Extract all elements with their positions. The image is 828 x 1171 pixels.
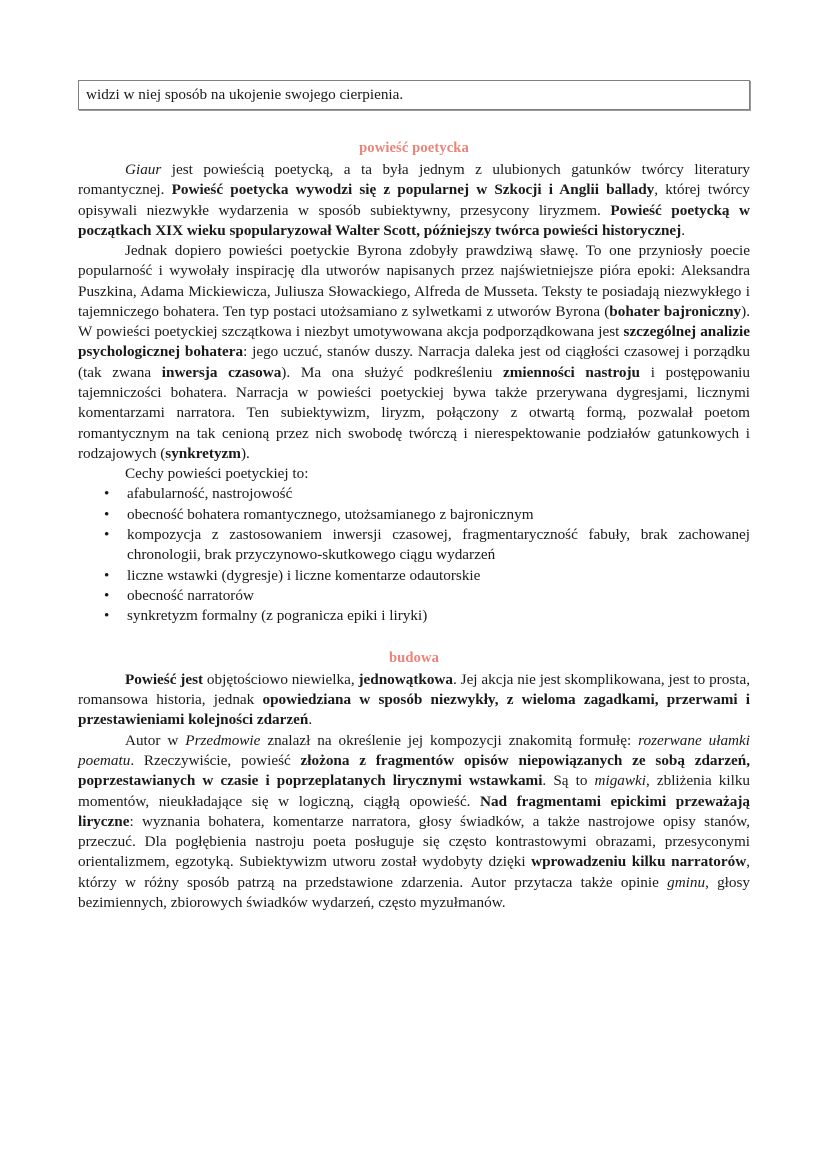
p2-seg3: ). W powieści poetyckiej szczątkowa i niezbyt umotywowana akcja podporządkowana jest [78,302,750,341]
list-item [78,566,750,586]
section-heading-budowa: budowa [388,650,440,667]
list-item-text: afabularność, nastrojowość [127,485,293,503]
p1-seg5-bold: Powieść poetycką w początkach XIX wieku spopularyzował Walter Scott, późniejszy twórca powieści historycznej [78,201,750,239]
p4-seg1-bold: Powieść jest [125,670,204,688]
p2-seg6-bold: inwersja czasowa [161,363,282,381]
p5-seg1: Autor w [125,731,186,749]
list-item-text: liczne wstawki (dygresje) i liczne komentarze odautorskie [127,566,481,584]
p2-seg4-bold: szczególnej analizie psychologicznej bohatera [78,323,750,361]
list-item [78,586,750,606]
document-content [78,80,750,913]
list-item-text: obecność bohatera romantycznego, utożsamianego z bajronicznym [127,505,534,523]
p4-seg5-bold: opowiedziana w sposób niezwykły, z wieloma zagadkami, przerwami i przestawieniami kolejności zdarzeń [78,691,750,729]
list-item-text: kompozycja z zastosowaniem inwersji czasowej, fragmentaryczność fabuły, brak zachowanej chronologii, brak przyczynowo-skutkowego ciągu wydarzeń [127,526,750,564]
p1-title-giaur: Giaur [125,160,162,178]
p2-seg7: ). Ma ona służyć podkreśleniu [281,363,504,381]
p2-seg8-bold: zmienności nastroju [503,363,641,381]
p5-seg13: , którzy w różny sposób patrzą na przedstawione zdarzenia. Autor przytacza także opinie [78,853,750,891]
bullet-icon: • [104,566,110,584]
bullet-icon: • [104,505,110,523]
p1-seg3-bold: Powieść poetycka wywodzi się z popularnej w Szkocji i Anglii ballady [171,181,655,199]
p5-seg10-bold: Nad fragmentami epickimi przeważają liryczne [78,792,750,830]
section-heading-powiesc-poetycka: powieść poetycka [359,140,469,157]
paragraph-5 [78,731,750,914]
p5-seg2-italic: Przedmowie [185,731,261,749]
bullet-icon: • [104,485,110,503]
p5-seg8-italic: migawki [594,772,646,790]
p5-seg11: : wyznania bohatera, komentarze narratora, głosy świadków, a także nastrojowe opisy stanów, przeczuć. Dla pogłębienia nastroju poeta posługuje się często kontrastowymi obrazami, przesyconymi orientalizmem, egzotyką. Subiektywizm utworu został wydobyty dzięki [78,812,750,871]
p4-seg4: . Jej akcja nie jest skomplikowana, jest to prosta, romansowa historia, jednak [78,670,751,709]
p4-seg2: objętościowo niewielka, [203,670,359,688]
p4-seg3-bold: jednowątkowa [358,670,453,688]
p2-seg5: : jego uczuć, stanów duszy. Narracja daleka jest od ciągłości czasowej i porządku (tak zwana [78,343,750,381]
list-item [78,484,750,504]
p5-seg6-bold: złożona z fragmentów opisów niepowiązanych ze sobą zdarzeń, poprzestawianych w czasie i poprzeplatanych lirycznymi wstawkami [78,752,750,790]
p2-seg10-bold: synkretyzm [165,444,241,462]
paragraph-2 [78,241,750,464]
p2-seg2-bold: bohater bajroniczny [609,302,742,320]
features-list [78,484,750,626]
features-intro: Cechy powieści poetyckiej to: [125,465,309,483]
p5-seg15: , głosy bezimiennych, zbiorowych świadków wydarzeń, często myzułmanów. [78,873,750,912]
p5-seg3: znalazł na określenie jej kompozycji znakomitą formułę: [260,731,639,749]
paragraph-4 [78,670,750,731]
list-item-text: obecność narratorów [127,586,254,604]
p5-seg5: . Rzeczywiście, powieść [130,752,301,770]
p4-seg6: . [308,711,313,729]
list-item [78,606,750,626]
p1-seg4: , której twórcy opisywali niezwykłe wydarzenia w sposób subiektywny, przesycony liryzmem. [78,181,750,219]
bullet-icon: • [104,607,110,625]
p5-seg9: , zbliżenia kilku momentów, nieukładające się w logiczną, ciągłą opowieść. [78,772,751,810]
list-item [78,525,750,566]
p5-seg14-italic: gminu [667,873,706,891]
bullet-icon: • [104,586,110,604]
quote-box [78,80,750,110]
p2-seg1: Jednak dopiero powieści poetyckie Byrona zdobyły prawdziwą sławę. To one przyniosły poecie popularność i wywołały inspirację dla utworów napisanych przez najświetniejsze pióra epoki: Aleksandra Puszkina, Adama Mickiewicza, Juliusza Słowackiego, Alfreda de Musseta. Teksty te posiadają niezwykłego i tajemniczego bohatera. Ten typ postaci utożsamiano z sylwetkami z utworów Byrona ( [78,242,750,320]
list-item-text: synkretyzm formalny (z pogranicza epiki i liryki) [127,607,428,625]
list-item [78,505,750,525]
quote-box-text: widzi w niej sposób na ukojenie swojego cierpienia. [86,86,404,103]
p5-seg7: . Są to [542,772,595,790]
bullet-icon: • [104,526,110,544]
p5-seg12-bold: wprowadzeniu kilku narratorów [531,853,747,871]
p2-seg11: ). [240,444,250,462]
p2-seg9: i postępowaniu tajemniczości bohatera. Narracja w powieści poetyckiej bywa także przerywana dygresjami, licznymi komentarzami narratora. Ten subiektywizm, liryzm, połączony z otwartą formą, pozwalał poetom romantycznym na tak cenioną przez nich swobodę twórczą i nierespektowanie podziałów gatunkowych i rodzajowych ( [78,363,750,462]
paragraph-1 [78,160,750,241]
p5-seg4-italic: rozerwane ułamki poematu [78,731,750,770]
p1-seg6: . [681,221,686,239]
p1-seg2: jest powieścią poetycką, a ta była jednym z ulubionych gatunków twórcy literatury romantycznej. [78,160,750,199]
